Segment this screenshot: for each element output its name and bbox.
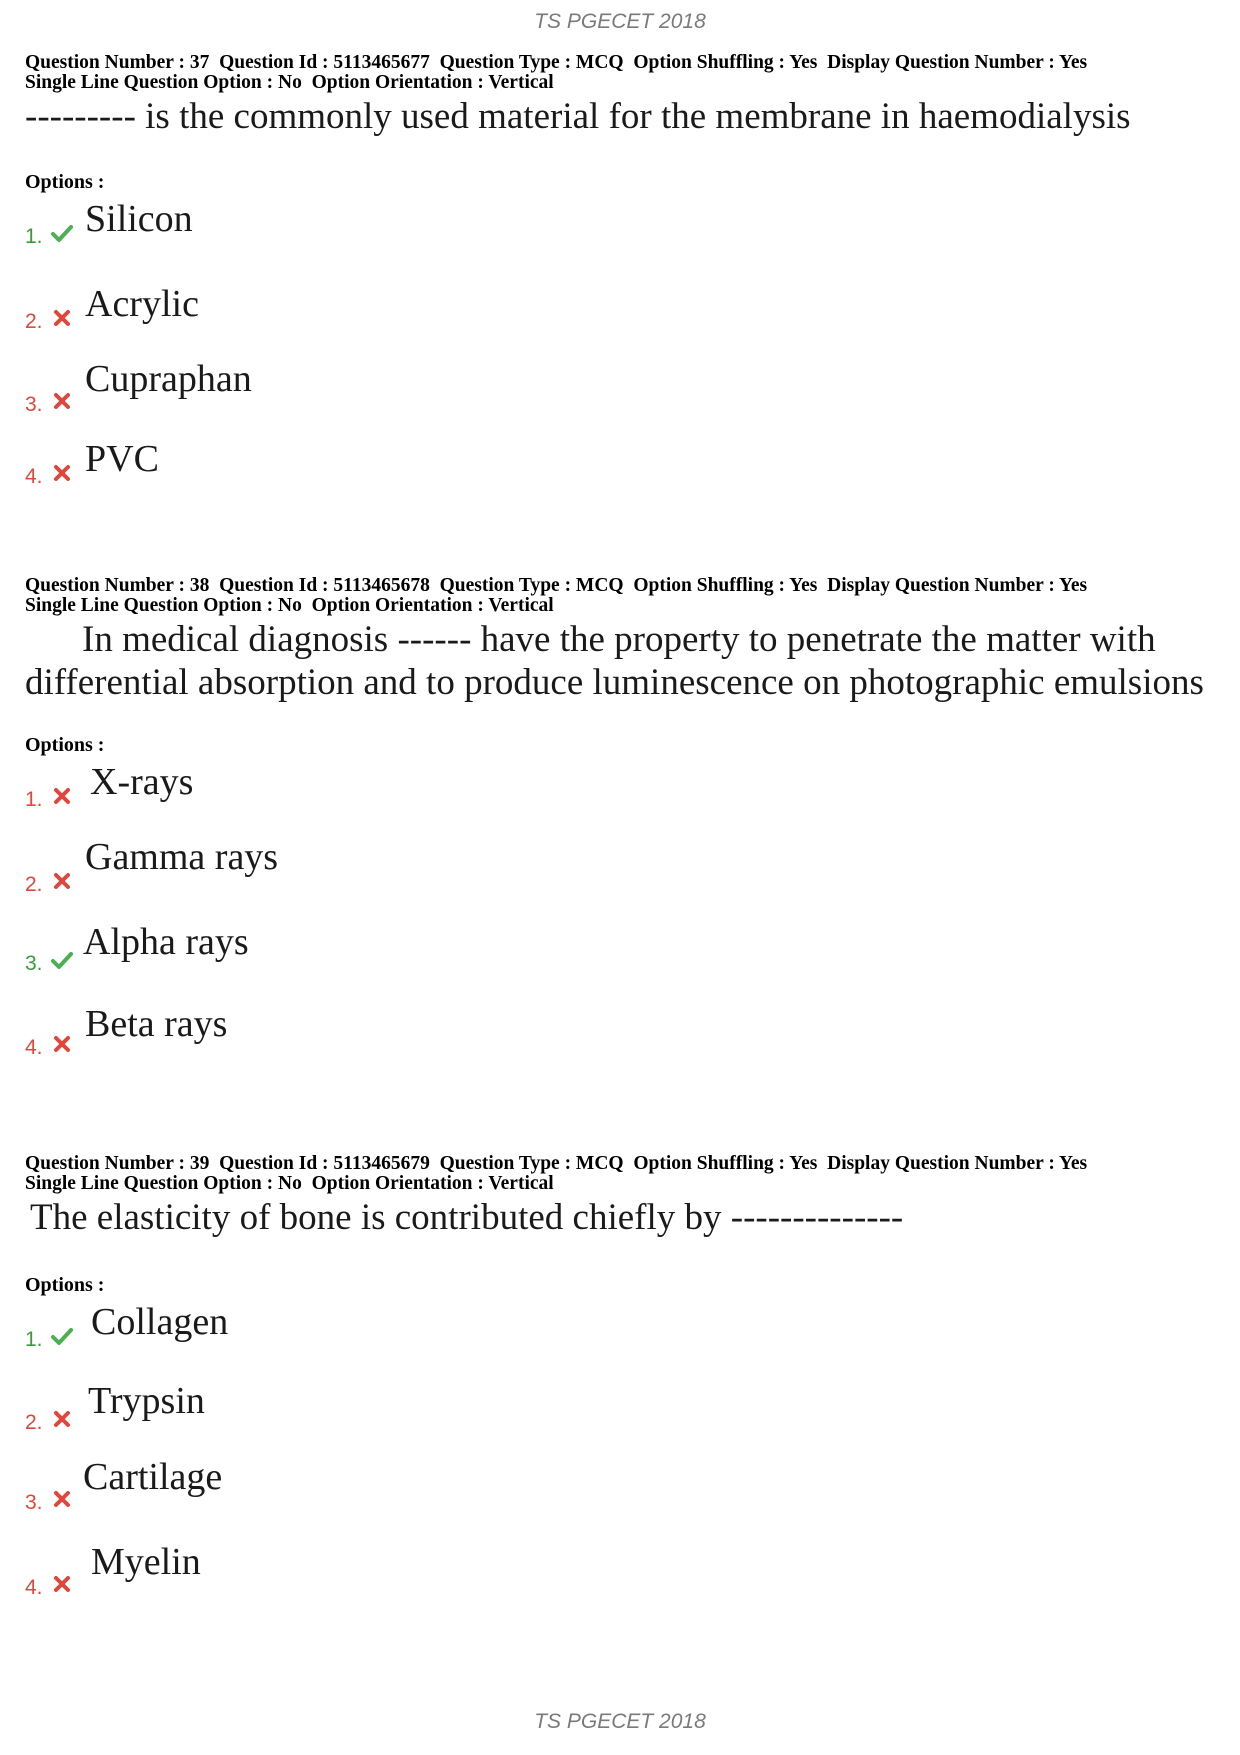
option-text: Alpha rays <box>83 921 249 963</box>
option-3[interactable] <box>25 1456 625 1519</box>
option-number: 2. <box>25 1411 43 1434</box>
option-number: 3. <box>25 952 43 975</box>
option-2[interactable] <box>25 283 625 338</box>
option-number: 1. <box>25 225 43 248</box>
cross-icon <box>50 461 74 485</box>
option-number: 4. <box>25 1036 43 1059</box>
checkmark-icon <box>50 221 74 245</box>
option-text: Collagen <box>91 1301 229 1343</box>
cross-icon <box>50 1487 74 1511</box>
option-4[interactable] <box>25 438 625 493</box>
option-1[interactable] <box>25 1301 625 1356</box>
option-text: Silicon <box>85 198 193 240</box>
cross-icon <box>50 389 74 413</box>
options-label: Options : <box>25 171 105 193</box>
option-number: 4. <box>25 1576 43 1599</box>
question-meta: Single Line Question Option : No Option Orientation : Vertical <box>25 72 554 93</box>
option-3[interactable] <box>25 358 625 421</box>
option-text: Cartilage <box>83 1456 223 1498</box>
question-37 <box>25 52 1215 488</box>
question-meta: Single Line Question Option : No Option Orientation : Vertical <box>25 1173 554 1194</box>
cross-icon <box>50 306 74 330</box>
question-text: differential absorption and to produce luminescence on photographic emulsions <box>25 662 1204 703</box>
option-number: 4. <box>25 465 43 488</box>
question-text: --------- is the commonly used material for the membrane in haemodialysis <box>25 96 1131 137</box>
cross-icon <box>50 784 74 808</box>
question-meta: Single Line Question Option : No Option Orientation : Vertical <box>25 595 554 616</box>
option-2[interactable] <box>25 836 625 901</box>
option-text: Cupraphan <box>85 358 252 400</box>
checkmark-icon <box>50 948 74 972</box>
question-38 <box>25 575 1215 1059</box>
question-text: The elasticity of bone is contributed chiefly by -------------- <box>30 1197 904 1238</box>
question-meta: Question Number : 37 Question Id : 5113465677 Question Type : MCQ Option Shuffling : Yes Display Question Number : Yes <box>25 52 1088 73</box>
option-1[interactable] <box>25 198 625 253</box>
option-text: Beta rays <box>85 1003 228 1045</box>
page-header: TS PGECET 2018 <box>534 10 706 33</box>
question-text: In medical diagnosis ------ have the property to penetrate the matter with <box>82 619 1156 660</box>
page-footer: TS PGECET 2018 <box>534 1710 706 1733</box>
option-3[interactable] <box>25 921 625 980</box>
options-label: Options : <box>25 734 105 756</box>
question-39 <box>25 1153 1215 1599</box>
option-1[interactable] <box>25 761 625 816</box>
option-number: 3. <box>25 393 43 416</box>
option-text: X-rays <box>90 761 194 803</box>
option-number: 2. <box>25 873 43 896</box>
option-number: 1. <box>25 788 43 811</box>
option-text: PVC <box>85 438 159 480</box>
checkmark-icon <box>50 1324 74 1348</box>
options-label: Options : <box>25 1274 105 1296</box>
option-4[interactable] <box>25 1541 625 1604</box>
cross-icon <box>50 1407 74 1431</box>
option-text: Gamma rays <box>85 836 279 878</box>
option-text: Trypsin <box>88 1380 205 1422</box>
option-number: 1. <box>25 1328 43 1351</box>
cross-icon <box>50 1032 74 1056</box>
option-4[interactable] <box>25 1003 625 1064</box>
option-2[interactable] <box>25 1380 625 1439</box>
cross-icon <box>50 869 74 893</box>
option-text: Myelin <box>91 1541 201 1583</box>
question-meta: Question Number : 39 Question Id : 5113465679 Question Type : MCQ Option Shuffling : Yes Display Question Number : Yes <box>25 1153 1088 1174</box>
cross-icon <box>50 1572 74 1596</box>
option-text: Acrylic <box>85 283 199 325</box>
option-number: 3. <box>25 1491 43 1514</box>
question-meta: Question Number : 38 Question Id : 5113465678 Question Type : MCQ Option Shuffling : Yes Display Question Number : Yes <box>25 575 1088 596</box>
option-number: 2. <box>25 310 43 333</box>
